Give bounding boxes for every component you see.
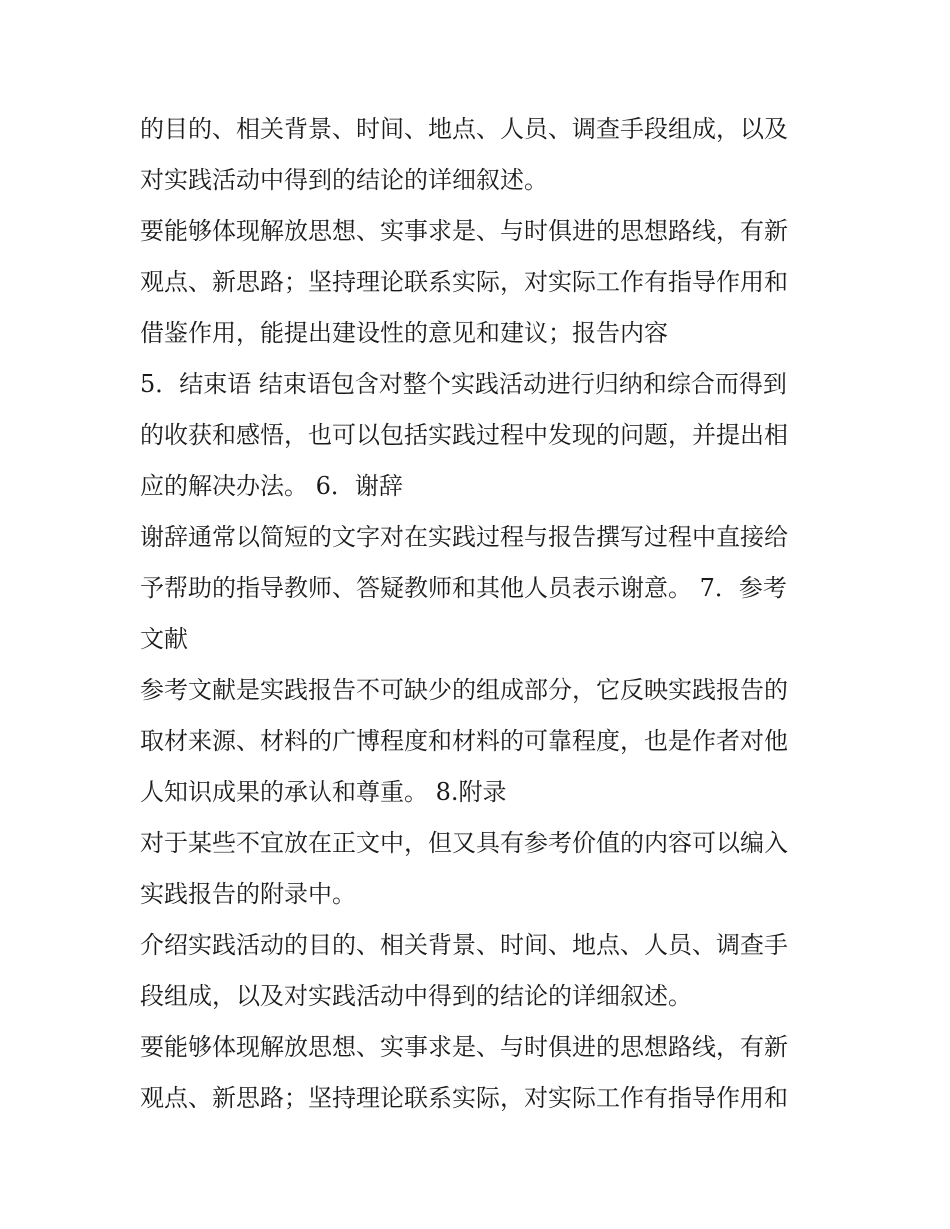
text-line-2: 对实践活动中得到的结论的详细叙述。	[140, 166, 548, 194]
text-line-20: 观点、新思路；坚持理论联系实际，对实际工作有指导作用和	[140, 1084, 788, 1112]
text-line-6: 5．结束语 结束语包含对整个实践活动进行归纳和综合而得到	[140, 370, 787, 398]
text-line-13: 取材来源、材料的广博程度和材料的可靠程度，也是作者对他	[140, 727, 788, 755]
text-line-17: 介绍实践活动的目的、相关背景、时间、地点、人员、调查手	[140, 931, 788, 959]
document-body	[140, 104, 812, 1124]
text-line-9: 谢辞通常以简短的文字对在实践过程与报告撰写过程中直接给	[140, 523, 788, 551]
text-line-4: 观点、新思路；坚持理论联系实际，对实际工作有指导作用和	[140, 268, 788, 296]
text-line-7: 的收获和感悟，也可以包括实践过程中发现的问题，并提出相	[140, 421, 788, 449]
text-line-14: 人知识成果的承认和尊重。 8.附录	[140, 778, 507, 806]
text-line-8: 应的解决办法。 6．谢辞	[140, 472, 403, 500]
text-line-15: 对于某些不宜放在正文中，但又具有参考价值的内容可以编入	[140, 829, 788, 857]
text-line-11: 文献	[140, 625, 188, 653]
text-line-18: 段组成，以及对实践活动中得到的结论的详细叙述。	[140, 982, 692, 1010]
text-line-19: 要能够体现解放思想、实事求是、与时俱进的思想路线，有新	[140, 1033, 788, 1061]
text-line-12: 参考文献是实践报告不可缺少的组成部分，它反映实践报告的	[140, 676, 788, 704]
text-line-3: 要能够体现解放思想、实事求是、与时俱进的思想路线，有新	[140, 217, 788, 245]
text-line-5: 借鉴作用，能提出建设性的意见和建议；报告内容	[140, 319, 668, 347]
text-line-1: 的目的、相关背景、时间、地点、人员、调查手段组成，以及	[140, 115, 788, 143]
text-line-10: 予帮助的指导教师、答疑教师和其他人员表示谢意。 7．参考	[140, 574, 787, 602]
text-line-16: 实践报告的附录中。	[140, 880, 356, 908]
